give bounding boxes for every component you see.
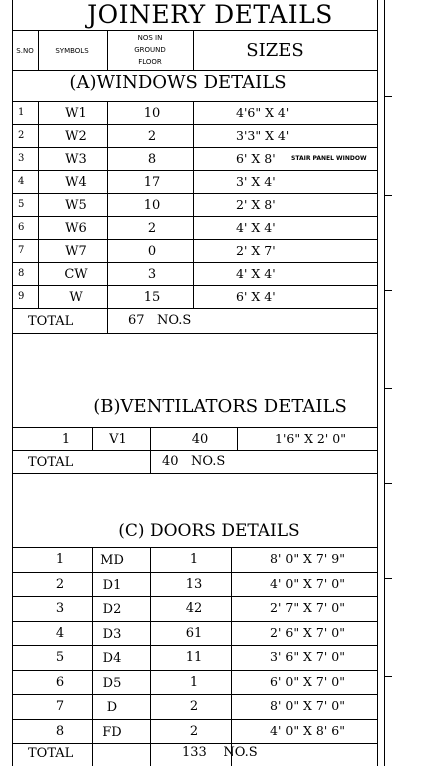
- vent-nos-cell: 40: [191, 432, 209, 447]
- windows-sno-cell: 5: [18, 199, 25, 210]
- windows-sno-cell: 1: [18, 107, 25, 118]
- vent-symbol-cell: V1: [109, 432, 127, 447]
- windows-row-line: [12, 285, 377, 286]
- windows-sno-cell: 3: [18, 153, 25, 164]
- doors-size-cell: 2' 7" X 7' 0": [270, 600, 345, 615]
- page-title: JOINERY DETAILS: [87, 0, 333, 29]
- margin-tick: [384, 96, 392, 97]
- windows-row-line: [12, 193, 377, 194]
- frame-left-border: [12, 0, 13, 766]
- windows-sno-cell: 2: [18, 130, 25, 141]
- windows-sno-cell: 6: [18, 222, 25, 233]
- doors-nos-cell: 2: [189, 723, 199, 739]
- doors-size-cell: 4' 0" X 8' 6": [270, 722, 345, 738]
- header-nos-line2: GROUND: [134, 46, 166, 54]
- header-symbols: SYMBOLS: [55, 47, 89, 55]
- doors-row-line: [12, 670, 377, 671]
- header-col-divider: [193, 30, 194, 70]
- vent-total-label: TOTAL: [28, 455, 74, 470]
- doors-nos-cell: 42: [185, 601, 203, 616]
- margin-tick: [384, 195, 392, 196]
- header-sizes: SIZES: [246, 40, 304, 61]
- windows-symbol-cell: W2: [65, 129, 87, 144]
- doors-symbol-cell: MD: [100, 553, 124, 568]
- windows-col-divider: [107, 101, 108, 308]
- windows-nos-cell: 0: [147, 244, 157, 259]
- doors-nos-cell: 11: [185, 650, 203, 665]
- header-nos-line3: FLOOR: [138, 58, 162, 66]
- doors-size-cell: 8' 0" X 7' 0": [270, 698, 345, 713]
- header-col-divider: [107, 30, 108, 70]
- windows-row-line: [12, 262, 377, 263]
- windows-symbol-cell: W7: [65, 244, 87, 259]
- vent-total-divider: [150, 450, 151, 473]
- windows-sno-cell: 8: [18, 268, 25, 279]
- windows-sno-cell: 4: [18, 176, 25, 187]
- doors-col-divider: [150, 547, 151, 766]
- windows-symbol-cell: CW: [64, 267, 88, 282]
- windows-nos-cell: 17: [143, 175, 161, 190]
- windows-symbol-cell: W1: [65, 106, 87, 121]
- windows-row-line: [12, 239, 377, 240]
- doors-symbol-cell: D: [106, 700, 118, 715]
- doors-sno-cell: 1: [55, 552, 65, 567]
- doors-size-cell: 2' 6" X 7' 0": [270, 624, 345, 640]
- windows-nos-cell: 10: [143, 198, 161, 213]
- windows-nos-cell: 2: [147, 129, 157, 144]
- doors-symbol-cell: D5: [102, 675, 122, 691]
- windows-symbol-cell: W3: [65, 152, 87, 167]
- windows-note-cell: STAIR PANEL WINDOW: [291, 155, 367, 162]
- doors-col-divider: [231, 547, 232, 766]
- windows-size-cell: 4'6" X 4': [236, 105, 290, 120]
- doors-row-line: [12, 572, 377, 573]
- windows-nos-cell: 2: [147, 221, 157, 236]
- doors-symbol-cell: D2: [102, 602, 122, 617]
- doors-heading: (C) DOORS DETAILS: [118, 521, 300, 541]
- doors-total-label: TOTAL: [28, 746, 74, 761]
- vent-col-divider: [92, 427, 93, 450]
- doors-nos-cell: 2: [189, 699, 199, 714]
- margin-strip-border: [384, 0, 385, 766]
- doors-sno-cell: 5: [55, 650, 65, 665]
- doors-symbol-cell: FD: [102, 724, 122, 740]
- windows-total-value: 67 NO.S: [128, 313, 192, 328]
- windows-nos-cell: 15: [143, 290, 161, 305]
- margin-tick: [384, 388, 392, 389]
- windows-row-line: [12, 170, 377, 171]
- doors-col-divider: [92, 547, 93, 766]
- windows-size-cell: 3' X 4': [236, 174, 276, 189]
- windows-size-cell: 4' X 4': [236, 220, 276, 235]
- vent-sno-cell: 1: [61, 432, 71, 447]
- vent-top-line: [12, 427, 377, 428]
- vent-total-value: 40 NO.S: [162, 454, 226, 469]
- doors-nos-cell: 61: [185, 625, 203, 641]
- doors-row-line: [12, 694, 377, 695]
- windows-total-line: [12, 333, 377, 334]
- windows-nos-cell: 8: [147, 152, 157, 167]
- doors-symbol-cell: D3: [102, 626, 122, 642]
- windows-total-divider: [107, 308, 108, 333]
- windows-symbol-cell: W5: [65, 198, 87, 213]
- doors-sno-cell: 7: [55, 699, 65, 714]
- vent-col-divider: [150, 427, 151, 450]
- frame-right-border: [377, 0, 378, 766]
- windows-col-divider: [193, 101, 194, 308]
- doors-symbol-cell: D1: [102, 577, 122, 593]
- doors-size-cell: 8' 0" X 7' 9": [270, 551, 345, 566]
- margin-tick: [384, 483, 392, 484]
- doors-sno-cell: 4: [55, 625, 65, 641]
- windows-size-cell: 3'3" X 4': [236, 128, 290, 143]
- doors-row-line: [12, 596, 377, 597]
- vent-total-line: [12, 473, 377, 474]
- windows-sno-cell: 9: [18, 291, 25, 302]
- windows-col-divider: [38, 101, 39, 308]
- windows-symbol-cell: W: [69, 290, 83, 305]
- doors-sno-cell: 3: [55, 601, 65, 616]
- windows-row-line: [12, 124, 377, 125]
- header-nos-line1: NOS IN: [137, 34, 163, 42]
- windows-size-cell: 6' X 4': [236, 289, 276, 304]
- windows-heading: (A)WINDOWS DETAILS: [69, 72, 287, 93]
- margin-tick: [384, 578, 392, 579]
- doors-total-value: 133 NO.S: [182, 745, 258, 760]
- doors-nos-cell: 1: [189, 552, 199, 567]
- doors-row-line: [12, 743, 377, 744]
- windows-nos-cell: 3: [147, 267, 157, 282]
- doors-nos-cell: 1: [189, 674, 199, 690]
- doors-row-line: [12, 719, 377, 720]
- doors-sno-cell: 6: [55, 674, 65, 690]
- doors-row-line: [12, 621, 377, 622]
- windows-symbol-cell: W4: [65, 175, 87, 190]
- doors-sno-cell: 8: [55, 723, 65, 739]
- margin-tick: [384, 676, 392, 677]
- doors-symbol-cell: D4: [102, 651, 122, 666]
- windows-size-cell: 2' X 8': [236, 197, 276, 212]
- windows-sno-cell: 7: [18, 245, 25, 256]
- vent-col-divider: [237, 427, 238, 450]
- windows-row-line: [12, 216, 377, 217]
- windows-total-label: TOTAL: [28, 314, 74, 329]
- windows-symbol-cell: W6: [65, 221, 87, 236]
- doors-nos-cell: 13: [185, 576, 203, 592]
- vent-row-line: [12, 450, 377, 451]
- ventilators-heading: (B)VENTILATORS DETAILS: [93, 396, 347, 417]
- doors-size-cell: 6' 0" X 7' 0": [270, 673, 345, 689]
- doors-sno-cell: 2: [55, 576, 65, 592]
- windows-row-line: [12, 147, 377, 148]
- windows-size-cell: 2' X 7': [236, 243, 276, 258]
- doors-size-cell: 3' 6" X 7' 0": [270, 649, 345, 664]
- header-bottom-line: [12, 70, 377, 71]
- windows-size-cell: 4' X 4': [236, 266, 276, 281]
- windows-heading-line: [12, 101, 377, 102]
- header-col-divider: [38, 30, 39, 70]
- windows-nos-cell: 10: [143, 106, 161, 121]
- windows-row-line: [12, 308, 377, 309]
- header-sno: S.NO: [16, 47, 34, 55]
- doors-top-line: [12, 547, 377, 548]
- margin-tick: [384, 290, 392, 291]
- vent-size-cell: 1'6" X 2' 0": [275, 431, 347, 446]
- title-divider: [12, 30, 377, 31]
- doors-size-cell: 4' 0" X 7' 0": [270, 575, 345, 591]
- windows-size-cell: 6' X 8': [236, 151, 276, 166]
- doors-row-line: [12, 645, 377, 646]
